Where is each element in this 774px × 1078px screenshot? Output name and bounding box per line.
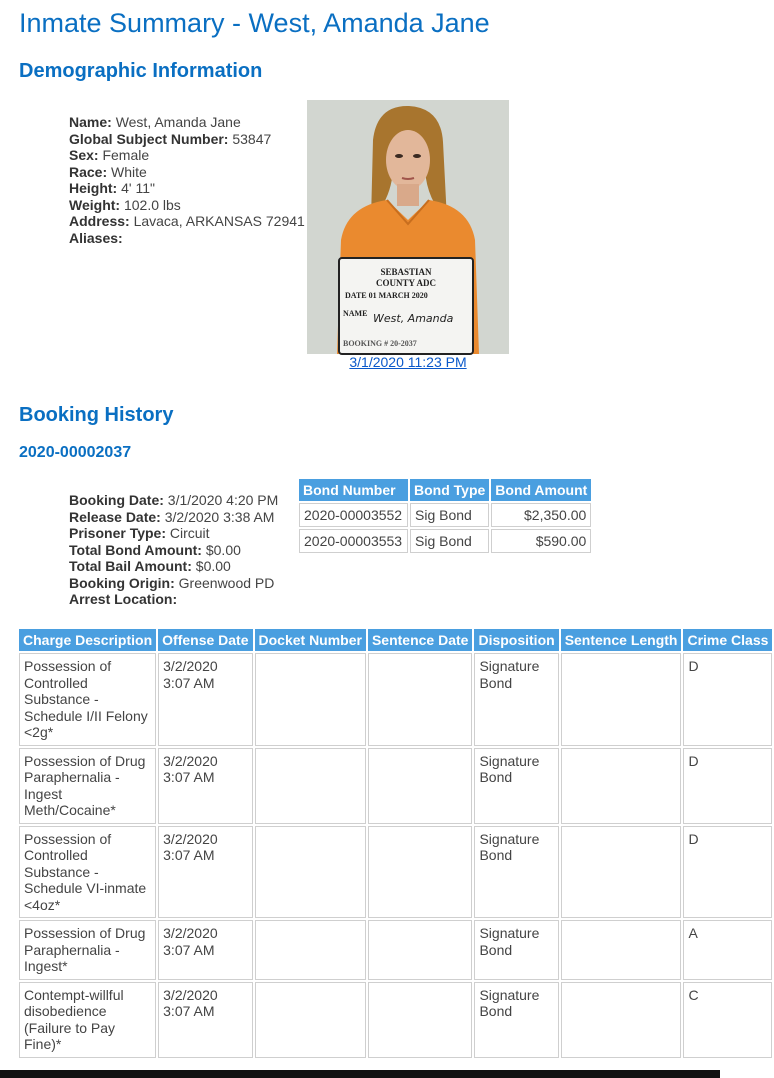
- total-bail-row: Total Bail Amount: $0.00: [69, 558, 231, 574]
- offense-date: 3/2/2020 3:07 AM: [158, 653, 252, 746]
- disposition-header[interactable]: Disposition: [474, 629, 558, 651]
- race-value: White: [111, 163, 147, 180]
- aliases-row: Aliases:: [69, 229, 123, 246]
- bond-type-header[interactable]: Bond Type: [410, 479, 489, 501]
- booking-origin-value: Greenwood PD: [178, 574, 275, 591]
- arrest-location-row: Arrest Location:: [69, 591, 178, 607]
- placard-booking: BOOKING # 20-2037: [343, 339, 417, 348]
- bond-amount: $2,350.00: [491, 503, 591, 527]
- address-value: Lavaca, ARKANSAS 72941: [133, 213, 305, 229]
- placard-line-2: COUNTY ADC: [376, 278, 436, 288]
- bond-amount: $590.00: [491, 529, 591, 553]
- bond-amount-header[interactable]: Bond Amount: [491, 479, 591, 501]
- disposition: Signature Bond: [474, 826, 558, 919]
- docket-number: [255, 826, 366, 919]
- placard-name: West, Amanda: [373, 312, 454, 325]
- booking-number: 2020-00002037: [19, 444, 132, 461]
- offense-date: 3/2/2020 3:07 AM: [158, 982, 252, 1058]
- docket-number: [255, 920, 366, 980]
- page-title: Inmate Summary - West, Amanda Jane: [19, 8, 490, 38]
- bond-table: [297, 477, 593, 555]
- crime-class: D: [683, 748, 772, 824]
- sentence-length: [561, 748, 682, 824]
- sentence-date: [368, 826, 472, 919]
- prisoner-type-value: Circuit: [169, 525, 210, 541]
- table-row: [19, 826, 772, 919]
- disposition: Signature Bond: [474, 920, 558, 980]
- sentence-length: [561, 982, 682, 1058]
- docket-number: [255, 653, 366, 746]
- bond-type: Sig Bond: [410, 529, 489, 553]
- mugshot-photo[interactable]: [307, 100, 509, 354]
- booking-date-row: Booking Date: 3/1/2020 4:20 PM: [69, 492, 279, 508]
- bottom-bar: [0, 1070, 720, 1078]
- demographic-heading: Demographic Information: [19, 60, 263, 82]
- placard-name-label: NAME: [343, 309, 368, 318]
- sentence-date: [368, 982, 472, 1058]
- sentence-length: [561, 826, 682, 919]
- total-bail-value: $0.00: [195, 558, 231, 574]
- charge-description: Possession of Controlled Substance - Schedule I/II Felony <2g*: [19, 653, 156, 746]
- charge-description: Contempt-willful disobedience (Failure to Pay Fine)*: [19, 982, 156, 1058]
- placard-line-1: SEBASTIAN: [380, 267, 432, 277]
- crime-class: D: [683, 653, 772, 746]
- height-row: Height: 4' 11": [69, 180, 155, 196]
- table-row: [19, 748, 772, 824]
- table-row: [19, 982, 772, 1058]
- sex-row: Sex: Female: [69, 147, 150, 163]
- charge-description: Possession of Drug Paraphernalia - Ingest*: [19, 920, 156, 980]
- weight-value: 102.0 lbs: [123, 196, 181, 213]
- release-date-value: 3/2/2020 3:38 AM: [164, 508, 275, 525]
- weight-row: Weight: 102.0 lbs: [69, 196, 181, 213]
- placard-date: DATE 01 MARCH 2020: [345, 291, 428, 300]
- charge-description: Possession of Controlled Substance - Schedule VI-inmate <4oz*: [19, 826, 156, 919]
- demographic-info: [69, 114, 305, 246]
- booking-origin-row: Booking Origin: Greenwood PD: [69, 574, 275, 591]
- docket-number-header[interactable]: Docket Number: [255, 629, 366, 651]
- subject-number-value: 53847: [232, 130, 272, 147]
- table-row: [299, 529, 591, 553]
- crime-class-header[interactable]: Crime Class: [683, 629, 772, 651]
- total-bond-row: Total Bond Amount: $0.00: [69, 541, 241, 558]
- docket-number: [255, 748, 366, 824]
- bond-number-header[interactable]: Bond Number: [299, 479, 408, 501]
- subject-number-row: Global Subject Number: 53847: [69, 130, 272, 147]
- sentence-length-header[interactable]: Sentence Length: [561, 629, 682, 651]
- offense-date: 3/2/2020 3:07 AM: [158, 920, 252, 980]
- sex-value: Female: [102, 147, 150, 163]
- sentence-date: [368, 748, 472, 824]
- sentence-length: [561, 920, 682, 980]
- bond-type: Sig Bond: [410, 503, 489, 527]
- total-bond-value: $0.00: [205, 541, 241, 558]
- docket-number: [255, 982, 366, 1058]
- bond-number: 2020-00003552: [299, 503, 408, 527]
- disposition: Signature Bond: [474, 653, 558, 746]
- offense-date: 3/2/2020 3:07 AM: [158, 748, 252, 824]
- sentence-date-header[interactable]: Sentence Date: [368, 629, 472, 651]
- crime-class: D: [683, 826, 772, 919]
- name-row: Name: West, Amanda Jane: [69, 114, 241, 130]
- sentence-date: [368, 653, 472, 746]
- offense-date-header[interactable]: Offense Date: [158, 629, 252, 651]
- booking-info: [69, 492, 278, 608]
- table-row: [19, 653, 772, 746]
- crime-class: A: [683, 920, 772, 980]
- sentence-date: [368, 920, 472, 980]
- charge-description-header[interactable]: Charge Description: [19, 629, 156, 651]
- table-row: [299, 503, 591, 527]
- offense-date: 3/2/2020 3:07 AM: [158, 826, 252, 919]
- bond-number: 2020-00003553: [299, 529, 408, 553]
- release-date-row: Release Date: 3/2/2020 3:38 AM: [69, 508, 275, 525]
- race-row: Race: White: [69, 163, 147, 180]
- charge-table: [17, 627, 774, 1060]
- prisoner-type-row: Prisoner Type: Circuit: [69, 525, 210, 541]
- address-row: Address: Lavaca, ARKANSAS 72941: [69, 213, 305, 229]
- name-value: West, Amanda Jane: [115, 114, 241, 130]
- charge-description: Possession of Drug Paraphernalia - Ingest Meth/Cocaine*: [19, 748, 156, 824]
- height-value: 4' 11": [121, 180, 155, 196]
- booking-date-value: 3/1/2020 4:20 PM: [167, 492, 279, 508]
- disposition: Signature Bond: [474, 748, 558, 824]
- crime-class: C: [683, 982, 772, 1058]
- photo-date-link[interactable]: 3/1/2020 11:23 PM: [349, 354, 467, 370]
- booking-history-heading: Booking History: [19, 404, 174, 426]
- mugshot-image: [307, 100, 509, 354]
- disposition: Signature Bond: [474, 982, 558, 1058]
- sentence-length: [561, 653, 682, 746]
- table-row: [19, 920, 772, 980]
